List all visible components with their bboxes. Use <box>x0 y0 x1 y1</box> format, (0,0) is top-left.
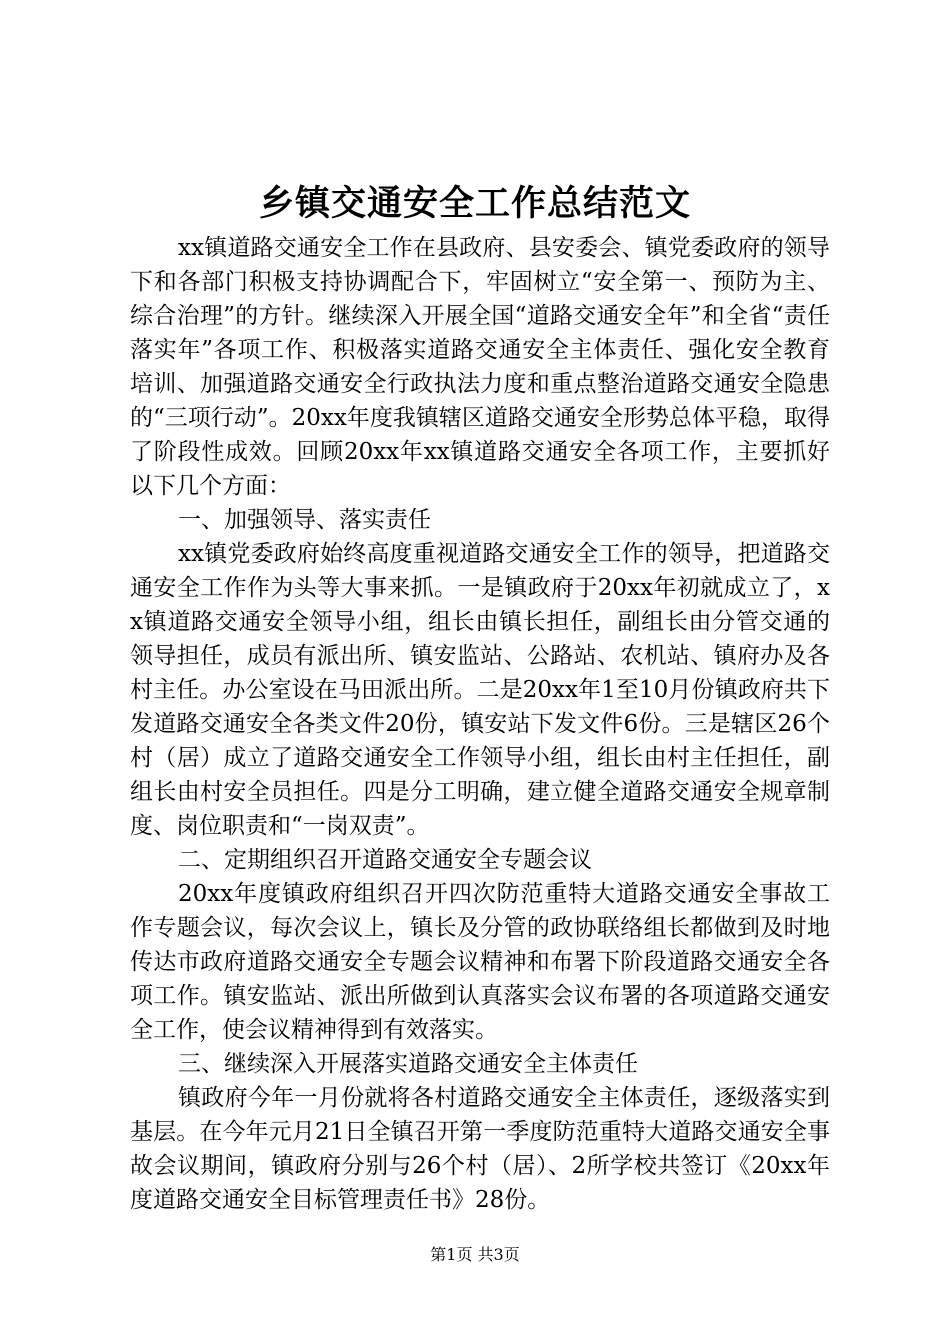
document-title: 乡镇交通安全工作总结范文 <box>258 183 691 224</box>
document-body <box>130 231 830 1217</box>
section-heading-3: 三、继续深入开展落实道路交通安全主体责任 <box>178 1051 638 1077</box>
page-footer: 第1页 共3页 <box>430 1245 520 1264</box>
section-heading-1: 一、加强领导、落实责任 <box>178 507 431 533</box>
intro-paragraph: xx镇道路交通安全工作在县政府、县安委会、镇党委政府的领导下和各部门积极支持协调配合下，牢固树立“安全第一、预防为主、综合治理”的方针。继续深入开展全国“道路交通安全年”和全省“责任落实年”各项工作、积极落实道路交通安全主体责任、强化安全教育培训、加强道路交通安全行政执法力度和重点整治道路交通安全隐患的“三项行动”。20xx年度我镇辖区道路交通安全形势总体平稳，取得了阶段性成效。回顾20xx年xx镇道路交通安全各项工作，主要抓好以下几个方面： <box>130 235 830 499</box>
section-heading-2: 二、定期组织召开道路交通安全专题会议 <box>178 847 592 873</box>
section-paragraph-3: 镇政府今年一月份就将各村道路交通安全主体责任，逐级落实到基层。在今年元月21日全镇召开第一季度防范重特大道路交通安全事故会议期间，镇政府分别与26个村（居）、2所学校共签订《20xx年度道路交通安全目标管理责任书》28份。 <box>130 1085 830 1213</box>
section-paragraph-1: xx镇党委政府始终高度重视道路交通安全工作的领导，把道路交通安全工作作为头等大事来抓。一是镇政府于20xx年初就成立了，xx镇道路交通安全领导小组，组长由镇长担任，副组长由分管交通的领导担任，成员有派出所、镇安监站、公路站、农机站、镇府办及各村主任。办公室设在马田派出所。二是20xx年1至10月份镇政府共下发道路交通安全各类文件20份，镇安站下发文件6份。三是辖区26个村（居）成立了道路交通安全工作领导小组，组长由村主任担任，副组长由村安全员担任。四是分工明确，建立健全道路交通安全规章制度、岗位职责和“一岗双责”。 <box>130 541 830 839</box>
section-paragraph-2: 20xx年度镇政府组织召开四次防范重特大道路交通安全事故工作专题会议，每次会议上，镇长及分管的政协联络组长都做到及时地传达市政府道路交通安全专题会议精神和布署下阶段道路交通安全各项工作。镇安监站、派出所做到认真落实会议布署的各项道路交通安全工作，使会议精神得到有效落实。 <box>130 881 830 1043</box>
